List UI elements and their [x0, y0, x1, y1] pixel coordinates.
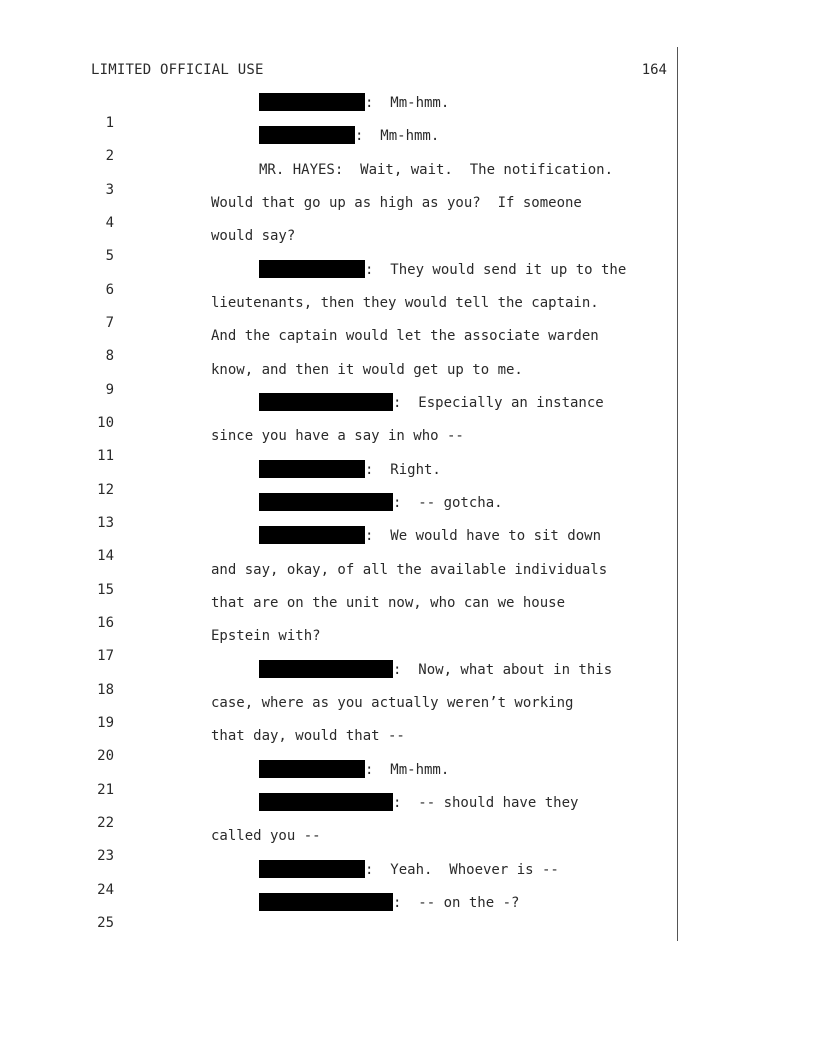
- redaction-box: [259, 793, 393, 811]
- line-number: 19: [97, 715, 114, 731]
- transcript-line: [0, 93, 700, 131]
- line-text: : -- gotcha.: [393, 495, 503, 511]
- line-number: 3: [105, 182, 114, 198]
- transcript-line: [0, 126, 700, 164]
- transcript-line: [0, 760, 700, 798]
- line-number: 13: [97, 515, 114, 531]
- line-text: And the captain would let the associate warden: [211, 328, 599, 344]
- line-text: : Now, what about in this: [393, 662, 613, 678]
- line-text: and say, okay, of all the available individuals: [211, 562, 608, 578]
- redaction-box: [259, 860, 365, 878]
- redaction-box: [259, 260, 365, 278]
- transcript-line: [0, 560, 700, 598]
- transcript-line: [0, 593, 700, 631]
- line-number: 5: [105, 248, 114, 264]
- line-number: 20: [97, 748, 114, 764]
- line-text: MR. HAYES: Wait, wait. The notification.: [259, 162, 614, 178]
- redaction-box: [259, 93, 365, 111]
- line-text: know, and then it would get up to me.: [211, 362, 523, 378]
- line-text: case, where as you actually weren’t working: [211, 695, 574, 711]
- line-text: Would that go up as high as you? If someone: [211, 195, 582, 211]
- transcript-line: [0, 226, 700, 264]
- redaction-box: [259, 760, 365, 778]
- line-text: would say?: [211, 228, 296, 244]
- transcript-line: [0, 293, 700, 331]
- transcript-line: [0, 360, 700, 398]
- transcript-line: [0, 160, 700, 198]
- line-text: : They would send it up to the: [365, 262, 627, 278]
- transcript-line: [0, 693, 700, 731]
- transcript-line: [0, 393, 700, 431]
- line-number: 9: [105, 382, 114, 398]
- transcript-line: [0, 793, 700, 831]
- transcript-line: [0, 493, 700, 531]
- line-number: 10: [97, 415, 114, 431]
- line-number: 18: [97, 682, 114, 698]
- line-number: 21: [97, 782, 114, 798]
- line-text: that day, would that --: [211, 728, 405, 744]
- line-text: : We would have to sit down: [365, 528, 602, 544]
- line-number: 25: [97, 915, 114, 931]
- redaction-box: [259, 493, 393, 511]
- redaction-box: [259, 660, 393, 678]
- line-text: lieutenants, then they would tell the captain.: [211, 295, 599, 311]
- line-number: 2: [105, 148, 114, 164]
- line-text: : -- on the -?: [393, 895, 520, 911]
- redaction-box: [259, 126, 355, 144]
- line-text: : Especially an instance: [393, 395, 604, 411]
- line-number: 6: [105, 282, 114, 298]
- transcript-line: [0, 426, 700, 464]
- line-text: : Right.: [365, 462, 441, 478]
- line-text: : Yeah. Whoever is --: [365, 862, 559, 878]
- line-number: 4: [105, 215, 114, 231]
- line-text: : -- should have they: [393, 795, 579, 811]
- line-text: called you --: [211, 828, 321, 844]
- redaction-box: [259, 893, 393, 911]
- transcript-line: [0, 660, 700, 698]
- transcript-line: [0, 626, 700, 664]
- transcript-line: [0, 826, 700, 864]
- line-number: 16: [97, 615, 114, 631]
- page-number: 164: [641, 62, 667, 78]
- line-number: 11: [97, 448, 114, 464]
- line-number: 8: [105, 348, 114, 364]
- redaction-box: [259, 526, 365, 544]
- transcript-line: [0, 860, 700, 898]
- line-text: that are on the unit now, who can we house: [211, 595, 566, 611]
- transcript-line: [0, 193, 700, 231]
- transcript-line: [0, 460, 700, 498]
- transcript-line: [0, 526, 700, 564]
- transcript-line: [0, 260, 700, 298]
- line-text: : Mm-hmm.: [365, 762, 450, 778]
- line-number: 15: [97, 582, 114, 598]
- line-number: 23: [97, 848, 114, 864]
- line-number: 24: [97, 882, 114, 898]
- line-text: : Mm-hmm.: [365, 95, 450, 111]
- line-text: Epstein with?: [211, 628, 321, 644]
- line-text: since you have a say in who --: [211, 428, 464, 444]
- redaction-box: [259, 460, 365, 478]
- line-text: : Mm-hmm.: [355, 128, 440, 144]
- line-number: 1: [105, 115, 114, 131]
- transcript-line: [0, 893, 700, 931]
- line-number: 17: [97, 648, 114, 664]
- classification-header: LIMITED OFFICIAL USE: [91, 62, 264, 78]
- line-number: 7: [105, 315, 114, 331]
- transcript-line: [0, 726, 700, 764]
- transcript-line: [0, 326, 700, 364]
- line-number: 14: [97, 548, 114, 564]
- redaction-box: [259, 393, 393, 411]
- line-number: 12: [97, 482, 114, 498]
- line-number: 22: [97, 815, 114, 831]
